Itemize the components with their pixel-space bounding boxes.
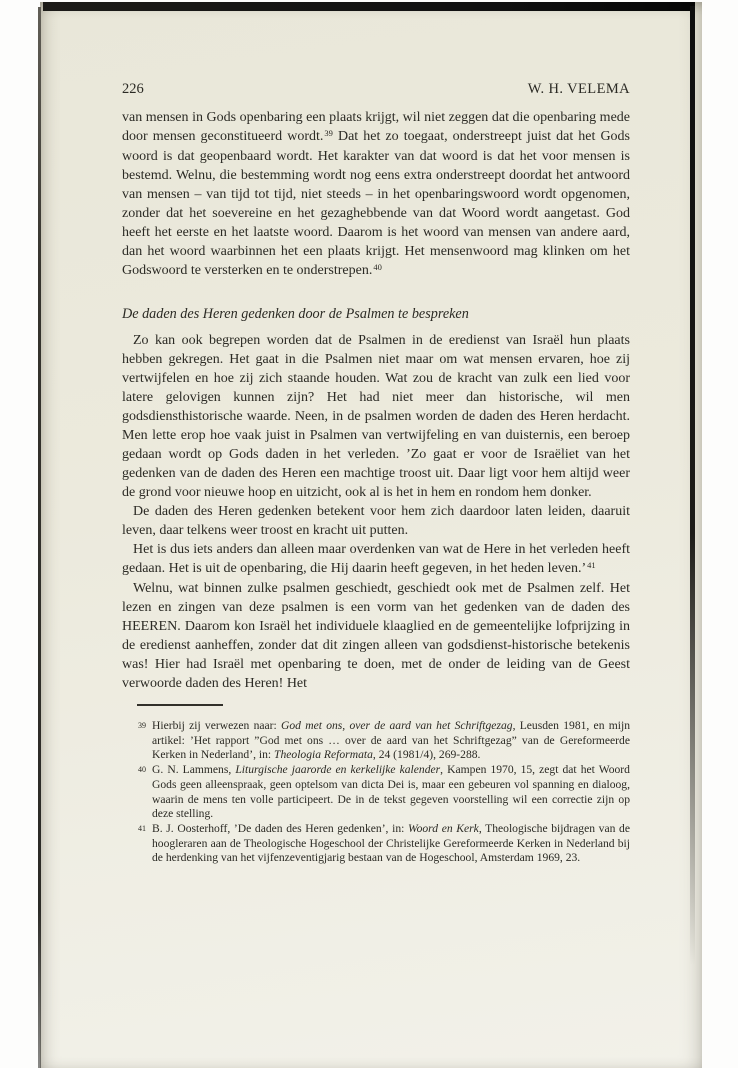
footnote-work-title: Liturgische jaarorde en kerkelijke kalender (235, 763, 441, 777)
footnote-divider (137, 704, 223, 706)
footnote-ref-41: 41 (587, 559, 596, 570)
footnote-41 (138, 821, 630, 866)
footnotes-section (122, 719, 630, 866)
footnote-39 (138, 719, 631, 763)
paragraph-3: De daden des Heren gedenken betekent voor hem zich daardoor laten leiden, daaruit leven, daar telkens weer troost en kracht uit putten. (122, 504, 630, 538)
page-number: 226 (122, 81, 144, 97)
paragraph-1-text-cont: Dat het zo toegaat, onderstreept juist dat het Gods woord is dat geopenbaard wordt. Het karakter van dat woord is dat het voor mensen is bestemd. Welnu, die bestemming wordt nog eens extra onderstreept doordat het antwoord van mensen – van tijd tot tijd, niet steeds – in het openbaringswoord wordt opgenomen, zonder dat het soevereine en het gezaghebbende van dat Woord wordt aangetast. God heeft het eerste en het laatste woord. Daarom is het woord van mensen van andere aard, dan het woord waarbinnen het een plaats krijgt. Het mensenwoord mag klinken om het Godswoord te versterken en te onderstrepen. (122, 129, 631, 278)
paragraph-4-text: Het is dus iets anders dan alleen maar overdenken van wat de Here in het verleden heeft gedaan. Het is uit de openbaring, die Hij daarin heeft gegeven, in het heden leven.’ (122, 542, 630, 576)
paragraph-1 (122, 108, 630, 281)
footnote-ref-40: 40 (373, 261, 382, 272)
footnote-text: B. J. Oosterhoff, ’De daden des Heren gedenken’, in: (152, 821, 408, 835)
footnote-work-title: Woord en Kerk (407, 821, 479, 835)
footnote-text: , Kampen 1970, 15, zegt dat het Woord Gods geen alleenspraak, geen optelsom van dicta Dei is, maar een gebeuren vol spanning en dialoog, waarin de mens ten volle participeert. De in de tekst gegeven voorstelling wil een correctie zijn op deze stelling. (152, 763, 630, 821)
footnote-text: Hierbij zij verwezen naar: (152, 719, 281, 732)
section-heading: De daden des Heren gedenken door de Psalmen te bespreken (122, 306, 469, 322)
footnote-text: , Theologische bijdragen van de hoogleraren aan de Theologische Hogeschool der Christelijke Gereformeerde Kerken in Nederland bij de herdenking van het vijfenzeventigjarig bestaan van de Hogeschool, Amsterdam 1969, 23. (152, 821, 630, 865)
footnote-marker-41: 41 (138, 823, 146, 833)
page-content (40, 2, 702, 866)
paragraph-2: Zo kan ook begrepen worden dat de Psalmen in de eredienst van Israël hun plaats hebben gekregen. Het gaat in die Psalmen niet maar om wat mensen ervaren, hoe zij vertwijfelen en hoe zij zich staande houden. Wat zou de kracht van zulk een lied voor latere gelovigen kunnen zijn? Het had niet meer dan historische, wil men godsdiensthistorische waarde. Neen, in de psalmen worden de daden des Heren herdacht. Men lette erop hoe vaak juist in Psalmen van vertwijfeling en van duisternis, een beroep gedaan wordt op Gods daden in het verleden. ’Zo gaat er voor de Israëliet van het gedenken van de daden des Heren een machtige troost uit. Daar ligt voor hem altijd weer de grond voor nieuwe hoop en uitzicht, ook al is het in hem en rondom hem donker. (122, 333, 630, 500)
footnote-work-title: God met ons, over de aard van het Schriftgezag (281, 719, 513, 732)
paragraph-1-text: van mensen in Gods openbaring een plaats krijgt, wil niet zeggen dat die openbaring mede door mensen geconstitueerd wordt. (122, 110, 630, 144)
footnote-text: , 24 (1981/4), 269-288. (372, 748, 481, 762)
footnote-journal-title: Theologia Reformata (274, 748, 373, 762)
paragraph-4 (122, 540, 630, 579)
body-text (122, 108, 630, 866)
paragraph-5: Welnu, wat binnen zulke psalmen geschiedt, geschiedt ook met de Psalmen zelf. Het lezen en zingen van deze psalmen is een vorm van het gedenken van de daden des HEEREN. Daarom kon Israël het individuele klaaglied en de gemeentelijke lofprijzing in de eredienst aanheffen, zonder dat dit zingen alleen van godsdienst-historische betekenis was! Hier had Israël met openbaring te doen, met de onder de leiding van de Geest verwoorde daden des Heren! Het (122, 581, 630, 691)
footnote-text: , Leusden 1981, en mijn artikel: ’Het rapport ”God met ons … over de aard van het Schriftgezag” van de Gereformeerde Kerken in Nederland’, in: (152, 719, 631, 762)
footnote-40 (138, 763, 630, 822)
running-head-author: W. H. VELEMA (527, 81, 630, 97)
footnote-text: G. N. Lammens, (152, 763, 236, 777)
footnote-marker-39: 39 (138, 721, 146, 730)
page-header (122, 80, 630, 98)
footnote-marker-40: 40 (138, 765, 146, 775)
footnote-ref-39: 39 (324, 127, 333, 138)
scan-page (40, 2, 702, 1068)
